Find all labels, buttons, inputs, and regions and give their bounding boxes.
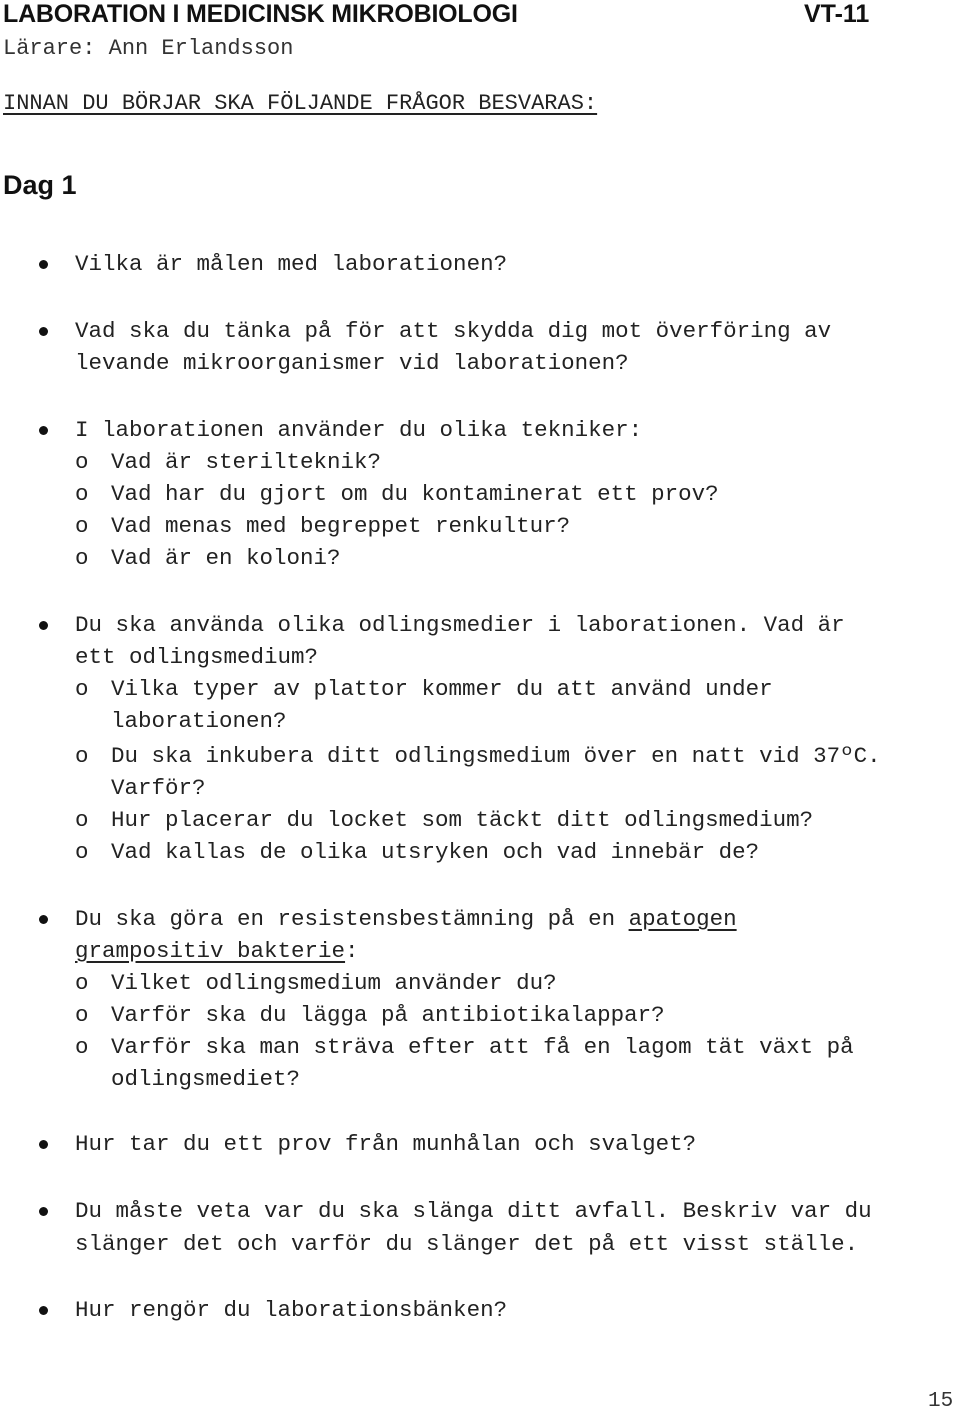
day-heading: Dag 1: [3, 170, 77, 200]
question-5-sub-3-line-2: odlingsmediet?: [111, 1066, 301, 1092]
question-1: Vilka är målen med laborationen?: [75, 251, 508, 277]
sub-marker: o: [75, 1034, 89, 1060]
question-5-line-1: [75, 903, 737, 935]
question-4-sub-4: Vad kallas de olika utsryken och vad innebär de?: [111, 839, 760, 865]
question-3-sub-3: Vad menas med begreppet renkultur?: [111, 513, 571, 539]
sub-marker: o: [75, 676, 89, 702]
question-4-sub-1-line-2: laborationen?: [111, 708, 287, 734]
question-5-text: Du ska göra en resistensbestämning på en: [75, 906, 629, 932]
question-6: Hur tar du ett prov från munhålan och svalget?: [75, 1131, 697, 1157]
bullet-icon: [39, 915, 48, 924]
bullet-icon: [39, 1207, 48, 1216]
bullet-icon: [39, 1140, 48, 1149]
question-7-line-1: Du måste veta var du ska slänga ditt avfall. Beskriv var du: [75, 1198, 872, 1224]
question-5-sub-2: Varför ska du lägga på antibiotikalappar?: [111, 1002, 665, 1028]
sub-marker: o: [75, 481, 89, 507]
question-3-sub-1: Vad är sterilteknik?: [111, 449, 382, 475]
sub-marker: o: [75, 449, 89, 475]
sub-marker: o: [75, 513, 89, 539]
bullet-icon: [39, 426, 48, 435]
course-code: VT-11: [804, 0, 870, 28]
sub-marker: o: [75, 839, 89, 865]
sub-marker: o: [75, 1002, 89, 1028]
underlined-term-grampositiv: grampositiv bakterie: [75, 938, 346, 964]
question-5-colon: :: [345, 938, 359, 964]
question-4-line-1: Du ska använda olika odlingsmedier i laborationen. Vad är: [75, 612, 845, 638]
bullet-icon: [39, 621, 48, 630]
bullet-icon: [39, 327, 48, 336]
question-5-sub-3-line-1: Varför ska man sträva efter att få en lagom tät växt på: [111, 1034, 854, 1060]
question-3: I laborationen använder du olika tekniker:: [75, 417, 643, 443]
page-number: 15: [928, 1390, 954, 1413]
sub-marker: o: [75, 807, 89, 833]
question-2-line-2: levande mikroorganismer vid laborationen?: [75, 350, 629, 376]
bullet-icon: [39, 1306, 48, 1315]
intro-heading: INNAN DU BÖRJAR SKA FÖLJANDE FRÅGOR BESVARAS:: [3, 91, 598, 116]
question-5-line-2: [75, 935, 359, 967]
question-4-sub-2-line-1: Du ska inkubera ditt odlingsmedium över en natt vid 37ºC.: [111, 743, 881, 769]
question-3-sub-2: Vad har du gjort om du kontaminerat ett prov?: [111, 481, 719, 507]
sub-marker: o: [75, 970, 89, 996]
question-4-sub-3: Hur placerar du locket som täckt ditt odlingsmedium?: [111, 807, 814, 833]
question-5-sub-1: Vilket odlingsmedium använder du?: [111, 970, 557, 996]
question-7-line-2: slänger det och varför du slänger det på ett visst ställe.: [75, 1231, 859, 1257]
sub-marker: o: [75, 545, 89, 571]
underlined-term-apatogen: apatogen: [628, 906, 737, 932]
question-8: Hur rengör du laborationsbänken?: [75, 1297, 508, 1323]
question-2-line-1: Vad ska du tänka på för att skydda dig mot överföring av: [75, 318, 832, 344]
question-4-sub-1-line-1: Vilka typer av plattor kommer du att använd under: [111, 676, 773, 702]
bullet-icon: [39, 260, 48, 269]
document-title: LABORATION I MEDICINSK MIKROBIOLOGI: [3, 0, 518, 28]
question-4-sub-2-line-2: Varför?: [111, 775, 206, 801]
question-3-sub-4: Vad är en koloni?: [111, 545, 341, 571]
question-4-line-2: ett odlingsmedium?: [75, 644, 319, 670]
sub-marker: o: [75, 743, 89, 769]
teacher-line: Lärare: Ann Erlandsson: [3, 36, 294, 61]
